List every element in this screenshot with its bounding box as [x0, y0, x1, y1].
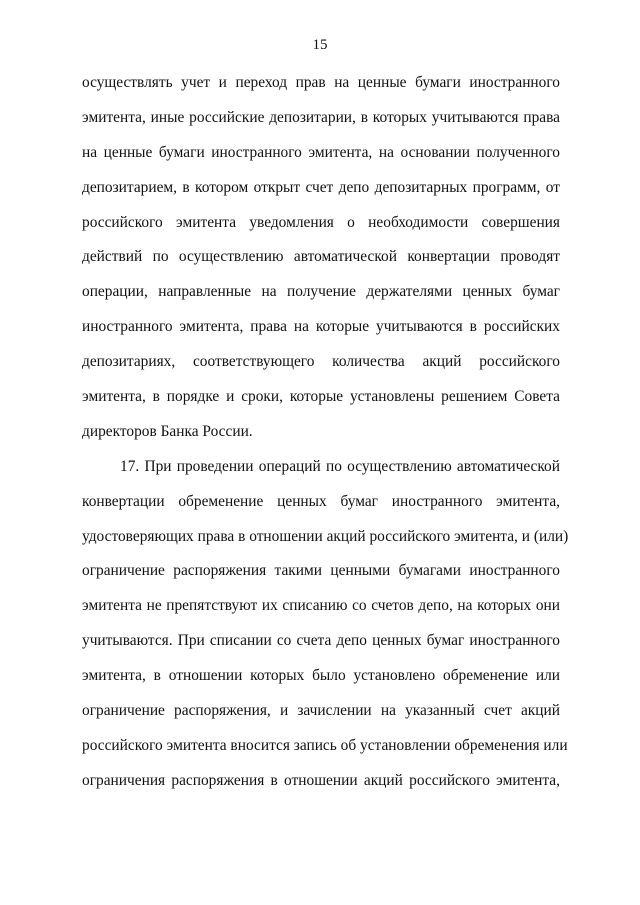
- text-line: депозитарием, в котором открыт счет депо депозитарных программ, от: [82, 178, 560, 196]
- text-line: ограничения распоряжения в отношении акций российского эмитента,: [82, 771, 560, 789]
- text-line: иностранного эмитента, права на которые учитываются в российских: [82, 318, 560, 336]
- document-body: [82, 73, 569, 806]
- text-line: эмитента, иные российские депозитарии, в которых учитываются права: [82, 108, 560, 126]
- paragraph-2: [82, 457, 569, 806]
- text-line: 17. При проведении операций по осуществлению автоматической: [120, 457, 560, 475]
- paragraph-1: [82, 73, 560, 457]
- text-line: осуществлять учет и переход прав на ценные бумаги иностранного: [82, 74, 560, 91]
- text-line: операции, направленные на получение держателями ценных бумаг: [82, 283, 560, 301]
- text-line: депозитариях, соответствующего количества акций российского: [82, 353, 560, 371]
- text-line: учитываются. При списании со счета депо ценных бумаг иностранного: [82, 632, 560, 650]
- text-line: российского эмитента вносится запись об установлении обременения или: [82, 736, 568, 754]
- text-line: на ценные бумаги иностранного эмитента, на основании полученного: [82, 143, 560, 161]
- text-line: действий по осуществлению автоматической конвертации проводят: [82, 248, 560, 266]
- text-line: ограничение распоряжения такими ценными бумагами иностранного: [82, 562, 560, 580]
- text-line: удостоверяющих права в отношении акций российского эмитента, и (или): [82, 527, 569, 545]
- text-line: эмитента, в отношении которых было установлено обременение или: [82, 667, 560, 685]
- text-line: ограничение распоряжения, и зачислении на указанный счет акций: [82, 702, 560, 720]
- text-line: российского эмитента уведомления о необходимости совершения: [82, 213, 560, 231]
- text-line: эмитента, в порядке и сроки, которые установлены решением Совета: [82, 388, 560, 406]
- page-number: 15: [312, 37, 328, 53]
- text-line: эмитента не препятствуют их списанию со счетов депо, на которых они: [82, 597, 560, 615]
- text-line: директоров Банка России.: [82, 422, 253, 440]
- text-line: конвертации обременение ценных бумаг иностранного эмитента,: [82, 492, 560, 510]
